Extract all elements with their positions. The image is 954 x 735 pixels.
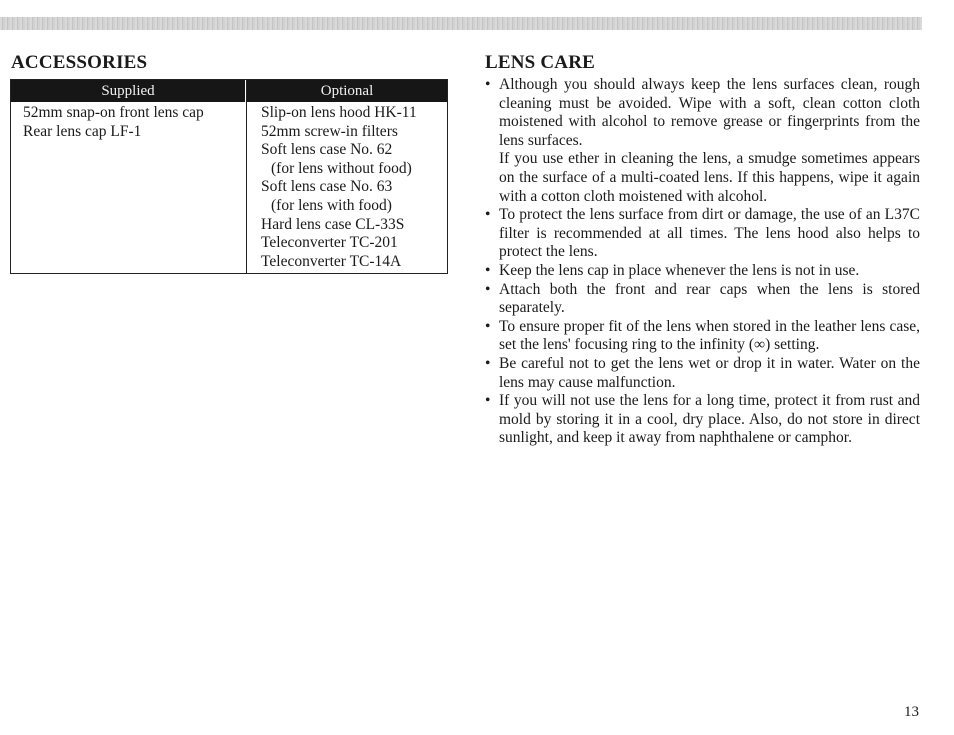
optional-list — [247, 102, 447, 271]
care-item — [483, 206, 920, 262]
care-paragraph: To ensure proper fit of the lens when stored in the leather lens case, set the lens' focusing ring to the infinity (∞) setting. — [499, 317, 920, 354]
lens-care-title: LENS CARE — [485, 52, 596, 73]
optional-item-note: (for lens with food) — [271, 196, 392, 214]
care-paragraph: To protect the lens surface from dirt or damage, the use of an L37C filter is recommended at all times. The lens hood also helps to protect the lens. — [499, 206, 920, 261]
supplied-list — [11, 102, 246, 141]
bullet-icon: • — [485, 392, 491, 410]
accessories-table — [10, 79, 448, 274]
accessories-title: ACCESSORIES — [11, 52, 148, 73]
care-item — [483, 281, 920, 318]
care-item — [483, 262, 920, 281]
optional-item: Slip-on lens hood HK-11 — [261, 104, 417, 121]
care-paragraph: If you use ether in cleaning the lens, a smudge sometimes appears on the surface of a multi-coated lens. If this happens, wipe it again with a cotton cloth moistened with alcohol. — [499, 150, 920, 205]
optional-item: Teleconverter TC-201 — [261, 234, 398, 252]
optional-item-note: (for lens without food) — [271, 159, 412, 177]
bullet-icon: • — [485, 261, 491, 279]
lens-care-list — [483, 76, 920, 448]
optional-item: Soft lens case No. 63 — [261, 178, 393, 196]
optional-item: Soft lens case No. 62 — [261, 141, 393, 159]
care-paragraph: Keep the lens cap in place whenever the lens is not in use. — [499, 261, 860, 279]
care-paragraph: If you will not use the lens for a long time, protect it from rust and mold by storing it in a cool, dry place. Also, do not store in direct sunlight, and keep it away from naphthalene or camphor. — [499, 392, 920, 447]
optional-item: Teleconverter TC-14A — [261, 252, 402, 270]
care-item — [483, 318, 920, 355]
optional-header: Optional — [247, 80, 447, 102]
care-item — [483, 355, 920, 392]
care-item — [483, 392, 920, 448]
care-paragraph: Be careful not to get the lens wet or drop it in water. Water on the lens may cause malfunction. — [499, 354, 920, 391]
supplied-header: Supplied — [11, 80, 245, 102]
bullet-icon: • — [485, 354, 491, 372]
optional-item: Hard lens case CL-33S — [261, 215, 405, 233]
supplied-item: 52mm snap-on front lens cap — [23, 104, 204, 121]
bullet-icon: • — [485, 317, 491, 335]
optional-item: 52mm screw-in filters — [261, 122, 398, 140]
optional-column — [247, 80, 447, 273]
care-item — [483, 76, 920, 206]
top-scan-band — [0, 17, 922, 30]
bullet-icon: • — [485, 206, 491, 224]
supplied-item: Rear lens cap LF-1 — [23, 122, 142, 140]
supplied-column — [11, 80, 247, 273]
care-paragraph: Although you should always keep the lens surfaces clean, rough cleaning must be avoided. Wipe with a soft, clean cotton cloth moistened with alcohol to remove grease or fingerprints from the lens surfaces. — [499, 76, 920, 149]
page-number: 13 — [904, 704, 919, 720]
care-paragraph: Attach both the front and rear caps when the lens is stored separately. — [499, 280, 920, 317]
bullet-icon: • — [485, 76, 491, 93]
bullet-icon: • — [485, 280, 491, 298]
